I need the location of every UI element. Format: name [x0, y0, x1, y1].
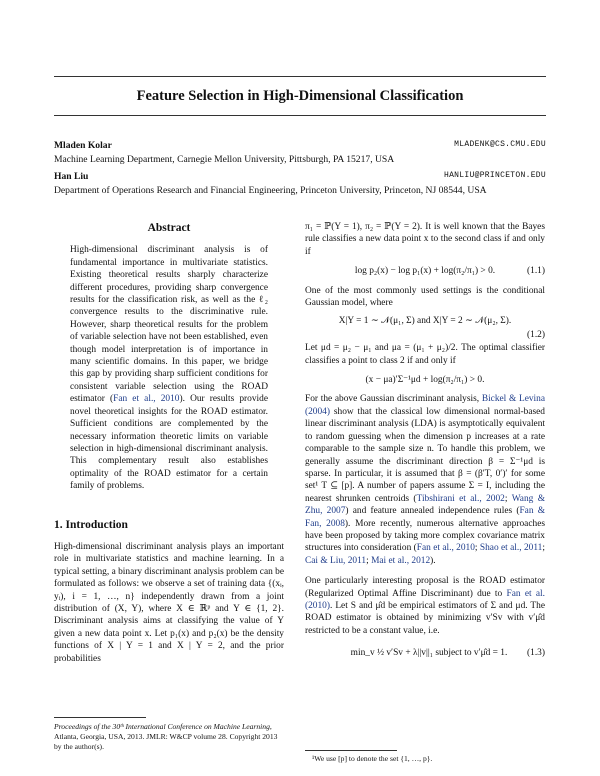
equation-number: (1.1) [527, 266, 545, 277]
citation-link[interactable]: Tibshirani et al., 2002 [416, 493, 505, 504]
equation-1-3 [305, 647, 545, 659]
paper-title: Feature Selection in High-Dimensional Classification [136, 88, 464, 104]
right-column [305, 221, 545, 666]
set-notation-footnote: ¹We use [p] to denote the set {1, …, p}. [312, 754, 433, 763]
author-affiliation: Machine Learning Department, Carnegie Mellon University, Pittsburgh, PA 15217, USA [54, 154, 395, 165]
abstract-heading: Abstract [147, 222, 191, 234]
paragraph: For the above Gaussian discriminant analysis, Bickel & Levina (2004) show that the classical low dimensional normal-based linear discriminant analysis (LDA) is asymptotically equivalent to random guessing when the dimension p increases at a rate comparable to the sample size n. To handle this problem, we generally assume the discriminant direction β = Σ⁻¹μd is sparse. In particular, it is assumed that β = (β′T, 0′)′ for some set¹ T ⊆ [p]. A number of papers assume Σ = I, including the nearest shrunken centroids (Tibshirani et al., 2002; Wang & Zhu, 2007) and feature annealed independence rules (Fan & Fan, 2008). More recently, numerous alternative approaches have been proposed by taking more complex covariance matrix structures into consideration (Fan et al., 2010; Shao et al., 2011; Cai & Liu, 2011; Mai et al., 2012). [305, 394, 546, 566]
author-name: Mladen Kolar [54, 140, 112, 151]
citation-link[interactable]: Fan & Fan, 2008 [305, 506, 546, 529]
footnote-rule [305, 750, 397, 751]
title-bottom-rule [54, 115, 546, 116]
author-1 [54, 140, 546, 151]
equation-number: (1.2) [527, 329, 545, 340]
title-top-rule [54, 76, 546, 77]
author-email: HANLIU@PRINCETON.EDU [443, 171, 546, 180]
equation-number: (1.3) [527, 648, 545, 659]
citation-link[interactable]: Mai et al., 2012 [371, 555, 431, 566]
citation-link[interactable]: Fan et al., 2010 [113, 394, 180, 405]
intro-paragraph: High-dimensional discriminant analysis plays an important role in multivariate statistics and machine learning. In a typical setting, a binary discriminant analysis problem can be formulated as follows: we observe a set of training data {(xᵢ, yᵢ), i = 1, …, n} independently drawn from a joint distribution of (X, Y), where X ∈ ℝᵖ and Y ∈ {1, 2}. Discriminant analysis aims at classifying the value of Y given a new data point x. Let p₁(x) and p₂(x) be the density functions of X | Y = 1 and X | Y = 2, and the prior probabilities [54, 541, 284, 664]
citation-link[interactable]: Bickel & Levina (2004) [305, 394, 545, 417]
citation-link[interactable]: Fan et al., 2010 [416, 543, 475, 554]
citation-link[interactable]: Wang & Zhu, 2007 [305, 493, 545, 517]
citation-link[interactable]: Fan et al. (2010) [305, 588, 545, 611]
section-heading-introduction: 1. Introduction [54, 518, 128, 531]
footnote-rule [54, 717, 146, 718]
paragraph: Let μd = μ₂ − μ₁ and μa = (μ₁ + μ₂)/2. The optimal classifier classifies a point to class 2 if and only if [305, 343, 545, 366]
paragraph: One particularly interesting proposal is the ROAD estimator (Regularized Optimal Affine Discriminant) due to Fan et al. (2010). Let S and μ̂d be empirical estimators of Σ and μd. The ROAD estimator is obtained by minimizing v′Sv with v′μ̂d restricted to be a constant value, i.e. [305, 576, 545, 636]
author-name: Han Liu [54, 171, 89, 182]
equation-1-1 [305, 265, 545, 277]
author-email: MLADENK@CS.CMU.EDU [454, 140, 546, 149]
citation-link[interactable]: Cai & Liu, 2011 [305, 555, 367, 566]
paragraph: One of the most commonly used settings is the conditional Gaussian model, where [305, 285, 545, 309]
author-2 [54, 171, 546, 182]
citation-link[interactable]: Shao et al., 2011 [479, 543, 543, 554]
proceedings-footnote: Proceedings of the 30ᵗʰ International Conference on Machine Learning, Atlanta, Georgia, USA, 2013. JMLR: W&CP volume 28. Copyright 2013 by the author(s). [54, 722, 278, 751]
author-affiliation: Department of Operations Research and Financial Engineering, Princeton University, Princeton, NJ 08544, USA [54, 185, 487, 196]
equation-optimal-classifier: (x − μa)′Σ⁻¹μd + log(π₂/π₁) > 0. [365, 375, 485, 386]
equation-1-2: X|Y = 1 ∼ 𝒩(μ₁, Σ) and X|Y = 2 ∼ 𝒩(μ₂, Σ). [338, 316, 512, 327]
abstract-text: High-dimensional discriminant analysis is of fundamental importance in multivariate statistics. Existing theoretical results sharply characterize different procedures, providing sharp convergence results for the classification risk, as well as the ℓ₂ convergence results to the discriminative rule. However, sharp theoretical results for the problem of variable selection have not been established, even though model interpretation is of importance in many scientific domains. In this paper, we bridge this gap by providing sharp sufficient conditions for consistent variable selection using the ROAD estimator (Fan et al., 2010). Our results provide novel theoretical insights for the ROAD estimator. Sufficient conditions are complemented by the necessary information theoretic limits on variable selection in high-dimensional discriminant analysis. This complementary result also establishes optimality of the ROAD estimator for a certain family of problems. [70, 245, 268, 492]
left-column [54, 222, 284, 665]
equation-text: min_v ½ v′Sv + λ||v||₁ subject to v′μ̂d = 1. [350, 648, 508, 659]
equation-text: log p₂(x) − log p₁(x) + log(π₂/π₁) > 0. [354, 266, 496, 277]
paragraph: π₁ = ℙ(Y = 1), π₂ = ℙ(Y = 2). It is well known that the Bayes rule classifies a new data point x to the second class if and only if [305, 222, 545, 257]
